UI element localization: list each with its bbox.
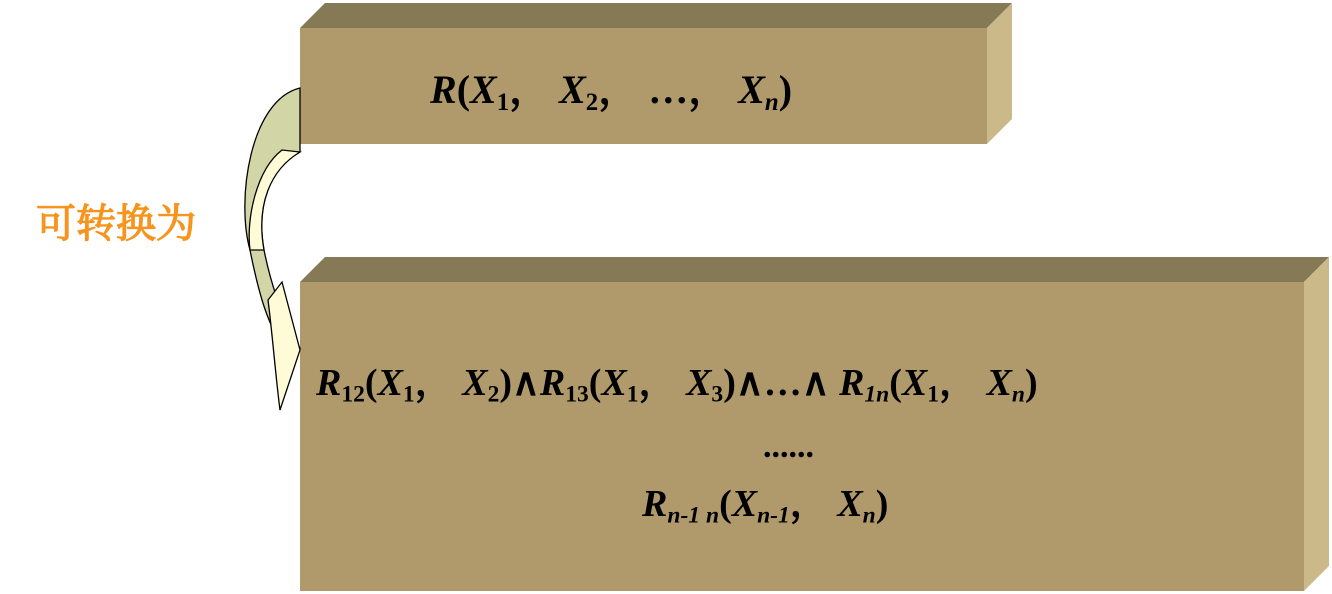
transform-label: 可转换为 — [36, 201, 196, 247]
top-box-top-face — [300, 3, 1012, 28]
bottom-conjunction-formula: $R_{12}(X_1$， $X_2)\wedge R_{13}(X_1$， $X_3)\wedge\dots\wedge$ $R_{1n}(X_1$， $X_n$) — [316, 362, 1038, 408]
top-relation-formula: $R(X_1$， $X_2$， …， $X_n$) — [430, 67, 793, 116]
bottom-last-relation-formula: $R_{n-1 n}(X_{n-1}$， $X_n$) — [642, 483, 889, 529]
bottom-box-side-face — [1304, 257, 1329, 591]
bottom-box-top-face — [300, 257, 1329, 282]
curved-arrow-head — [268, 282, 300, 410]
bottom-ellipsis: ...... — [763, 428, 814, 465]
